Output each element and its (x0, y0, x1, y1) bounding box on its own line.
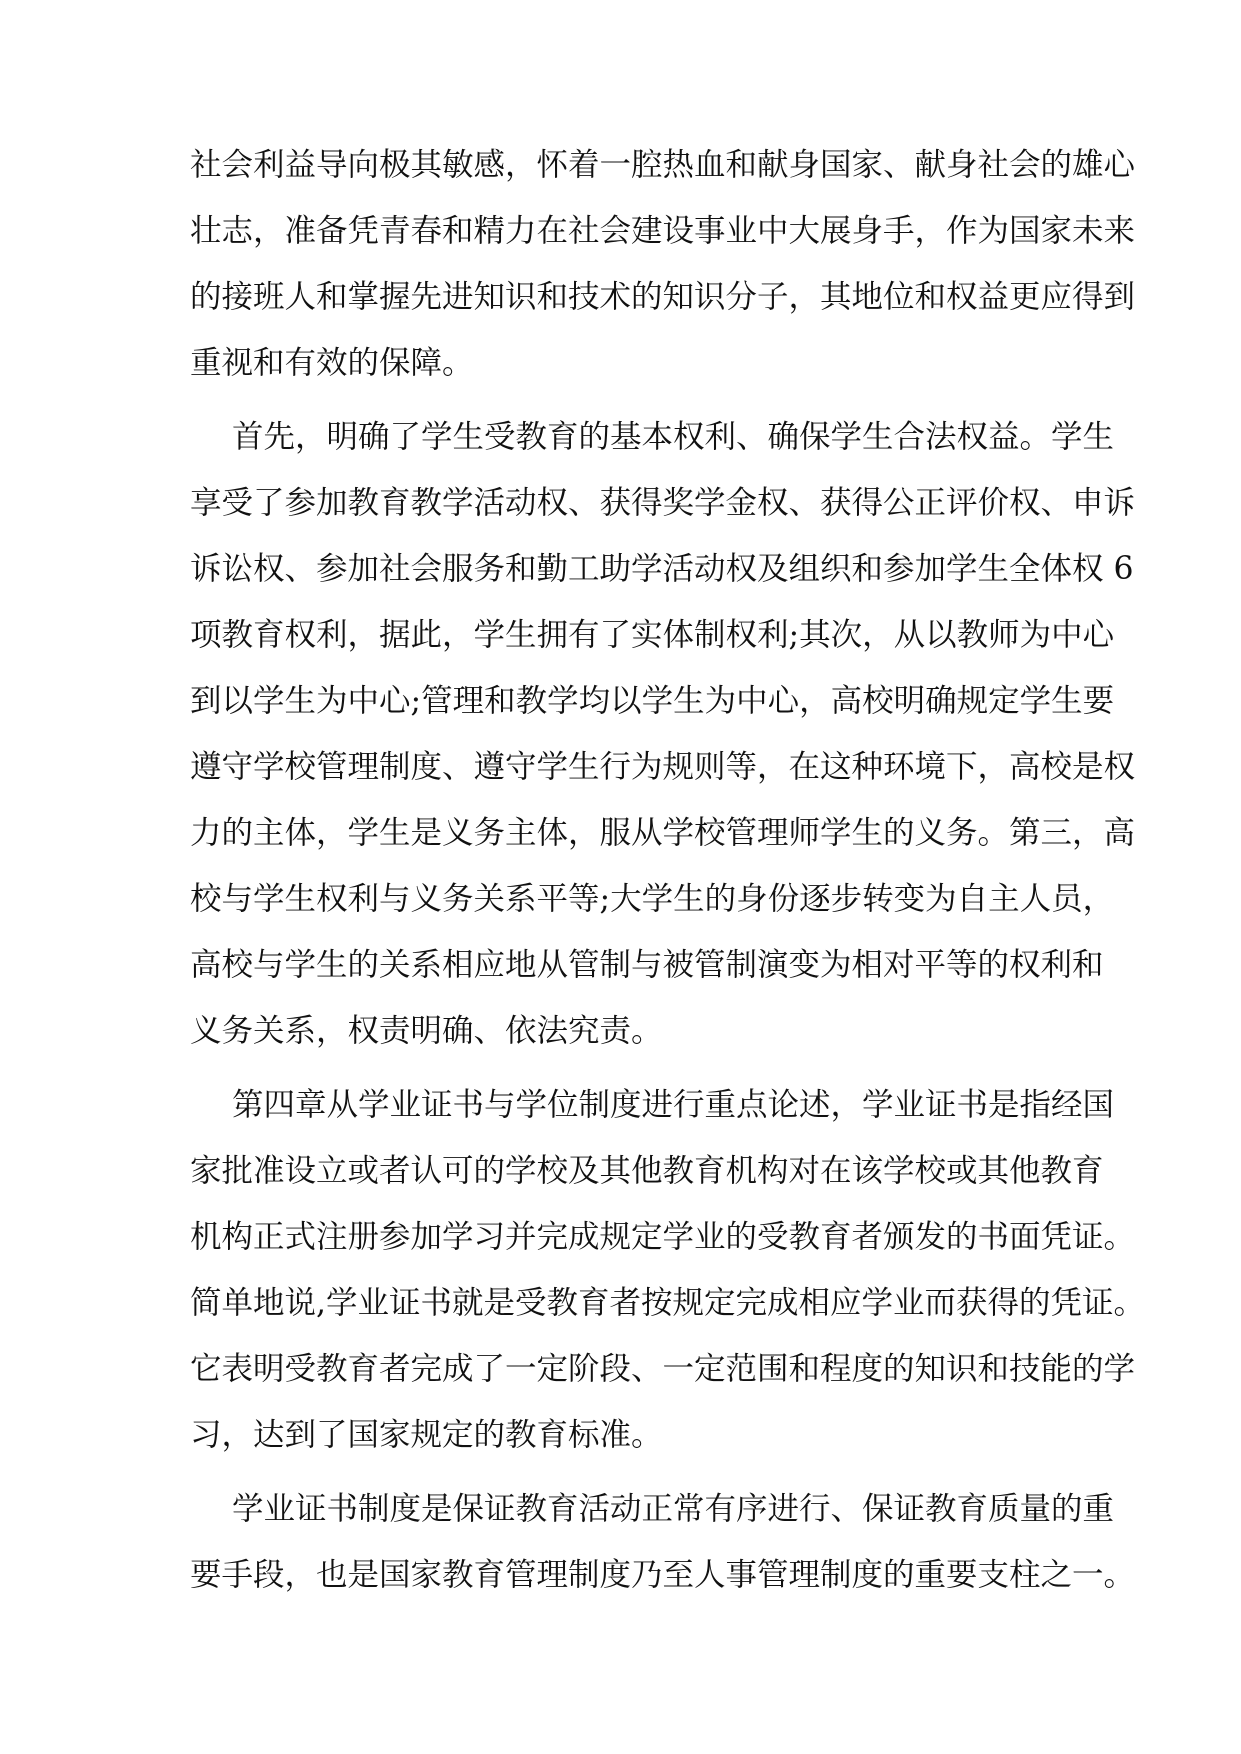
text-line: 社会利益导向极其敏感，怀着一腔热血和献身国家、献身社会的雄心 (190, 147, 1136, 183)
text-line: 遵守学校管理制度、遵守学生行为规则等，在这种环境下，高校是权 (190, 749, 1136, 785)
text-line: 家批准设立或者认可的学校及其他教育机构对在该学校或其他教育 (190, 1153, 1104, 1189)
text-line: 的接班人和掌握先进知识和技术的知识分子，其地位和权益更应得到 (190, 279, 1136, 315)
text-line: 高校与学生的关系相应地从管制与被管制演变为相对平等的权利和 (190, 947, 1104, 983)
text-line: 校与学生权利与义务关系平等;大学生的身份逐步转变为自主人员， (190, 881, 1115, 917)
text-line: 首先，明确了学生受教育的基本权利、确保学生合法权益。学生 (232, 419, 1115, 455)
text-line: 义务关系，权责明确、依法究责。 (190, 1013, 663, 1049)
text-line: 机构正式注册参加学习并完成规定学业的受教育者颁发的书面凭证。 (190, 1219, 1136, 1255)
text-line: 简单地说,学业证书就是受教育者按规定完成相应学业而获得的凭证。 (190, 1285, 1146, 1321)
text-line: 到以学生为中心;管理和教学均以学生为中心，高校明确规定学生要 (190, 683, 1115, 719)
text-line: 享受了参加教育教学活动权、获得奖学金权、获得公正评价权、申诉 (190, 485, 1136, 521)
text-line: 壮志，准备凭青春和精力在社会建设事业中大展身手，作为国家未来 (190, 213, 1136, 249)
text-line: 习，达到了国家规定的教育标准。 (190, 1417, 663, 1453)
text-line: 重视和有效的保障。 (190, 345, 474, 381)
text-line: 项教育权利，据此，学生拥有了实体制权利;其次，从以教师为中心 (190, 617, 1115, 653)
text-line: 学业证书制度是保证教育活动正常有序进行、保证教育质量的重 (232, 1491, 1115, 1527)
text-line: 第四章从学业证书与学位制度进行重点论述，学业证书是指经国 (232, 1087, 1115, 1123)
text-line: 力的主体，学生是义务主体，服从学校管理师学生的义务。第三，高 (190, 815, 1136, 851)
text-line: 它表明受教育者完成了一定阶段、一定范围和程度的知识和技能的学 (190, 1351, 1136, 1387)
text-line: 要手段，也是国家教育管理制度乃至人事管理制度的重要支柱之一。 (190, 1557, 1136, 1593)
text-line: 诉讼权、参加社会服务和勤工助学活动权及组织和参加学生全体权 6 (190, 551, 1134, 587)
